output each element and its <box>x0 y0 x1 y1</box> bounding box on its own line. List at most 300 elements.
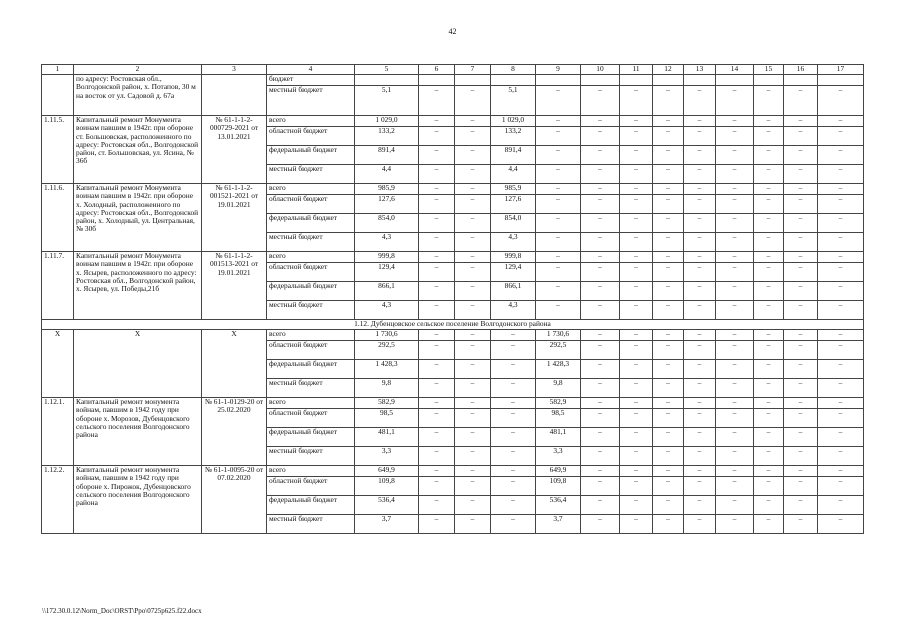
document-cell: № 61-1-0129-20 от 25.02.2020 <box>202 398 267 466</box>
budget-type-cell: областной бюджет <box>267 195 355 214</box>
dash-cell: – <box>818 515 864 534</box>
dash-cell: – <box>784 515 818 534</box>
value-cell: 9,8 <box>536 379 581 398</box>
dash-cell: – <box>684 195 716 214</box>
dash-cell: – <box>716 466 754 477</box>
dash-cell: – <box>419 515 455 534</box>
section-header-row <box>42 320 864 330</box>
item-number-cell <box>42 75 74 116</box>
dash-cell: – <box>818 428 864 447</box>
dash-cell: – <box>754 330 784 341</box>
dash-cell: – <box>455 127 491 146</box>
dash-cell: – <box>620 466 653 477</box>
table-cell <box>818 75 864 86</box>
budget-type-cell: местный бюджет <box>267 301 355 320</box>
dash-cell: – <box>653 466 684 477</box>
value-cell: 292,5 <box>355 341 419 360</box>
dash-cell: – <box>536 233 581 252</box>
dash-cell: – <box>716 341 754 360</box>
dash-cell: – <box>818 341 864 360</box>
dash-cell: – <box>754 477 784 496</box>
value-cell: 109,8 <box>536 477 581 496</box>
value-cell: 4,3 <box>491 233 536 252</box>
dash-cell: – <box>784 86 818 116</box>
dash-cell: – <box>620 184 653 195</box>
table-cell <box>620 75 653 86</box>
dash-cell: – <box>581 447 620 466</box>
dash-cell: – <box>818 146 864 165</box>
dash-cell: – <box>581 341 620 360</box>
dash-cell: – <box>716 214 754 233</box>
dash-cell: – <box>581 409 620 428</box>
budget-type-cell: федеральный бюджет <box>267 214 355 233</box>
dash-cell: – <box>754 409 784 428</box>
value-cell: 1 428,3 <box>536 360 581 379</box>
value-cell: 1 029,0 <box>491 116 536 127</box>
dash-cell: – <box>716 379 754 398</box>
budget-type-cell: федеральный бюджет <box>267 146 355 165</box>
dash-cell: – <box>536 127 581 146</box>
dash-cell: – <box>754 301 784 320</box>
dash-cell: – <box>581 282 620 301</box>
dash-cell: – <box>784 398 818 409</box>
item-number-cell: 1.11.7. <box>42 252 74 320</box>
dash-cell: – <box>716 86 754 116</box>
dash-cell: – <box>754 127 784 146</box>
dash-cell: – <box>716 233 754 252</box>
value-cell: 4,4 <box>491 165 536 184</box>
budget-type-cell: всего <box>267 252 355 263</box>
dash-cell: – <box>455 165 491 184</box>
dash-cell: – <box>653 379 684 398</box>
dash-cell: – <box>620 330 653 341</box>
dash-cell: – <box>716 184 754 195</box>
dash-cell: – <box>653 477 684 496</box>
dash-cell: – <box>754 86 784 116</box>
table-cell <box>536 75 581 86</box>
dash-cell: – <box>620 165 653 184</box>
item-number-cell: 1.12.1. <box>42 398 74 466</box>
table-row <box>42 330 864 341</box>
dash-cell: – <box>581 466 620 477</box>
dash-cell: – <box>581 360 620 379</box>
value-cell: 109,8 <box>355 477 419 496</box>
dash-cell: – <box>581 263 620 282</box>
dash-cell: – <box>620 86 653 116</box>
dash-cell: – <box>620 360 653 379</box>
budget-type-cell: всего <box>267 116 355 127</box>
dash-cell: – <box>455 515 491 534</box>
dash-cell: – <box>716 477 754 496</box>
table-body <box>42 65 864 534</box>
dash-cell: – <box>455 341 491 360</box>
budget-type-cell: федеральный бюджет <box>267 428 355 447</box>
document-cell: № 61-1-1-2-001513-2021 от 19.01.2021 <box>202 252 267 320</box>
dash-cell: – <box>754 496 784 515</box>
dash-cell: – <box>653 282 684 301</box>
table-cell <box>491 75 536 86</box>
dash-cell: – <box>419 301 455 320</box>
table-cell <box>684 75 716 86</box>
dash-cell: – <box>684 282 716 301</box>
dash-cell: – <box>581 379 620 398</box>
dash-cell: – <box>653 116 684 127</box>
dash-cell: – <box>784 447 818 466</box>
dash-cell: – <box>653 515 684 534</box>
value-cell: 582,9 <box>355 398 419 409</box>
object-name-cell: по адресу: Ростовская обл., Волгодонской район, х. Потапов, 30 м на восток от ул. Садовой д. 67а <box>74 75 202 116</box>
dash-cell: – <box>684 146 716 165</box>
dash-cell: – <box>419 146 455 165</box>
dash-cell: – <box>684 496 716 515</box>
dash-cell: – <box>491 428 536 447</box>
dash-cell: – <box>620 252 653 263</box>
value-cell: 1 029,0 <box>355 116 419 127</box>
dash-cell: – <box>754 252 784 263</box>
dash-cell: – <box>455 195 491 214</box>
dash-cell: – <box>455 466 491 477</box>
dash-cell: – <box>818 184 864 195</box>
dash-cell: – <box>716 398 754 409</box>
value-cell: 999,8 <box>355 252 419 263</box>
dash-cell: – <box>491 379 536 398</box>
dash-cell: – <box>784 184 818 195</box>
dash-cell: – <box>818 301 864 320</box>
dash-cell: – <box>536 282 581 301</box>
dash-cell: – <box>716 496 754 515</box>
value-cell: 985,9 <box>355 184 419 195</box>
budget-type-cell: местный бюджет <box>267 515 355 534</box>
dash-cell: – <box>455 360 491 379</box>
dash-cell: – <box>581 330 620 341</box>
table-row <box>42 398 864 409</box>
dash-cell: – <box>581 301 620 320</box>
value-cell: 536,4 <box>355 496 419 515</box>
dash-cell: – <box>455 409 491 428</box>
value-cell: 481,1 <box>536 428 581 447</box>
dash-cell: – <box>716 409 754 428</box>
dash-cell: – <box>653 428 684 447</box>
dash-cell: – <box>455 447 491 466</box>
dash-cell: – <box>620 214 653 233</box>
dash-cell: – <box>581 398 620 409</box>
object-name-cell: Капитальный ремонт монумента войнам, павшим в 1942 году при обороне х. Морозов, Дубенцовского сельского поселения Волгодонского района <box>74 398 202 466</box>
value-cell: 854,0 <box>355 214 419 233</box>
dash-cell: – <box>818 360 864 379</box>
dash-cell: – <box>419 466 455 477</box>
dash-cell: – <box>455 146 491 165</box>
dash-cell: – <box>455 477 491 496</box>
dash-cell: – <box>684 398 716 409</box>
budget-type-cell: местный бюджет <box>267 379 355 398</box>
dash-cell: – <box>419 496 455 515</box>
dash-cell: – <box>653 447 684 466</box>
dash-cell: – <box>784 341 818 360</box>
dash-cell: – <box>754 116 784 127</box>
dash-cell: – <box>491 515 536 534</box>
dash-cell: – <box>784 282 818 301</box>
dash-cell: – <box>754 165 784 184</box>
column-number: 8 <box>491 65 536 75</box>
dash-cell: – <box>716 360 754 379</box>
dash-cell: – <box>716 282 754 301</box>
dash-cell: – <box>716 252 754 263</box>
budget-type-cell: областной бюджет <box>267 127 355 146</box>
document-cell <box>202 75 267 116</box>
value-cell: 3,7 <box>355 515 419 534</box>
budget-type-cell: местный бюджет <box>267 233 355 252</box>
dash-cell: – <box>784 214 818 233</box>
dash-cell: – <box>684 360 716 379</box>
dash-cell: – <box>419 263 455 282</box>
dash-cell: – <box>716 165 754 184</box>
value-cell: 4,3 <box>355 301 419 320</box>
dash-cell: – <box>784 127 818 146</box>
dash-cell: – <box>684 86 716 116</box>
dash-cell: – <box>684 301 716 320</box>
dash-cell: – <box>818 127 864 146</box>
dash-cell: – <box>455 282 491 301</box>
table-cell <box>581 75 620 86</box>
value-cell: 3,3 <box>355 447 419 466</box>
dash-cell: – <box>684 428 716 447</box>
object-name-cell: Капитальный ремонт Монумента воинам павшим в 1942г. при обороне х. Ясырев, расположенного по адресу: Ростовская обл., Волгодонской район, х. Ясырев, ул. Победы,21б <box>74 252 202 320</box>
dash-cell: – <box>684 447 716 466</box>
value-cell: 133,2 <box>491 127 536 146</box>
dash-cell: – <box>620 282 653 301</box>
dash-cell: – <box>818 116 864 127</box>
budget-type-cell: всего <box>267 330 355 341</box>
dash-cell: – <box>653 360 684 379</box>
dash-cell: – <box>581 146 620 165</box>
value-cell: 481,1 <box>355 428 419 447</box>
value-cell: 1 730,6 <box>536 330 581 341</box>
dash-cell: – <box>491 409 536 428</box>
x-marker-cell: X <box>42 330 74 398</box>
dash-cell: – <box>581 214 620 233</box>
dash-cell: – <box>818 379 864 398</box>
object-name-cell: Капитальный ремонт Монумента воинам павшим в 1942г. при обороне ст. Большовская, расположенного по адресу: Ростовская обл., Волгодонской район, ст. Большовская, ул. Ясина, № 36б <box>74 116 202 184</box>
table-row <box>42 466 864 477</box>
value-cell: 5,1 <box>491 86 536 116</box>
dash-cell: – <box>653 252 684 263</box>
value-cell: 649,9 <box>355 466 419 477</box>
budget-type-cell: областной бюджет <box>267 409 355 428</box>
dash-cell: – <box>716 116 754 127</box>
budget-type-cell: федеральный бюджет <box>267 360 355 379</box>
dash-cell: – <box>581 252 620 263</box>
page-number: 42 <box>448 27 457 36</box>
dash-cell: – <box>536 301 581 320</box>
column-number: 2 <box>74 65 202 75</box>
dash-cell: – <box>491 330 536 341</box>
table-cell <box>716 75 754 86</box>
value-cell: 4,3 <box>491 301 536 320</box>
dash-cell: – <box>653 214 684 233</box>
dash-cell: – <box>684 409 716 428</box>
value-cell: 98,5 <box>355 409 419 428</box>
dash-cell: – <box>754 184 784 195</box>
column-number: 4 <box>267 65 355 75</box>
dash-cell: – <box>653 301 684 320</box>
dash-cell: – <box>491 341 536 360</box>
dash-cell: – <box>581 195 620 214</box>
dash-cell: – <box>684 214 716 233</box>
dash-cell: – <box>684 330 716 341</box>
dash-cell: – <box>716 330 754 341</box>
dash-cell: – <box>784 116 818 127</box>
dash-cell: – <box>419 398 455 409</box>
document-cell: № 61-1-1-2-000729-2021 от 13.01.2021 <box>202 116 267 184</box>
column-number: 7 <box>455 65 491 75</box>
x-marker-cell: X <box>202 330 267 398</box>
dash-cell: – <box>754 341 784 360</box>
column-number: 3 <box>202 65 267 75</box>
dash-cell: – <box>455 496 491 515</box>
dash-cell: – <box>620 195 653 214</box>
budget-type-cell: всего <box>267 466 355 477</box>
dash-cell: – <box>684 515 716 534</box>
dash-cell: – <box>754 360 784 379</box>
dash-cell: – <box>620 263 653 282</box>
column-number: 14 <box>716 65 754 75</box>
dash-cell: – <box>716 146 754 165</box>
budget-type-cell: местный бюджет <box>267 447 355 466</box>
value-cell: 999,8 <box>491 252 536 263</box>
dash-cell: – <box>455 116 491 127</box>
dash-cell: – <box>455 263 491 282</box>
dash-cell: – <box>620 496 653 515</box>
budget-type-cell: областной бюджет <box>267 477 355 496</box>
column-number: 17 <box>818 65 864 75</box>
x-marker-cell: X <box>74 330 202 398</box>
table-cell <box>754 75 784 86</box>
dash-cell: – <box>653 496 684 515</box>
dash-cell: – <box>784 428 818 447</box>
dash-cell: – <box>653 233 684 252</box>
value-cell: 854,0 <box>491 214 536 233</box>
dash-cell: – <box>455 301 491 320</box>
dash-cell: – <box>684 252 716 263</box>
dash-cell: – <box>536 195 581 214</box>
dash-cell: – <box>684 477 716 496</box>
value-cell: 133,2 <box>355 127 419 146</box>
dash-cell: – <box>818 86 864 116</box>
dash-cell: – <box>620 301 653 320</box>
dash-cell: – <box>784 195 818 214</box>
dash-cell: – <box>653 127 684 146</box>
dash-cell: – <box>818 466 864 477</box>
table-cell <box>784 75 818 86</box>
dash-cell: – <box>818 233 864 252</box>
dash-cell: – <box>653 165 684 184</box>
budget-type-cell: областной бюджет <box>267 263 355 282</box>
dash-cell: – <box>536 116 581 127</box>
dash-cell: – <box>620 398 653 409</box>
dash-cell: – <box>653 184 684 195</box>
dash-cell: – <box>620 146 653 165</box>
table-row <box>42 75 864 86</box>
dash-cell: – <box>784 330 818 341</box>
dash-cell: – <box>818 496 864 515</box>
value-cell: 127,6 <box>355 195 419 214</box>
dash-cell: – <box>784 146 818 165</box>
value-cell: 5,1 <box>355 86 419 116</box>
dash-cell: – <box>581 116 620 127</box>
table-cell <box>653 75 684 86</box>
item-number-cell: 1.12.2. <box>42 466 74 534</box>
dash-cell: – <box>581 86 620 116</box>
budget-table <box>41 64 864 534</box>
budget-type-cell: всего <box>267 398 355 409</box>
dash-cell: – <box>620 515 653 534</box>
dash-cell: – <box>536 214 581 233</box>
dash-cell: – <box>818 330 864 341</box>
budget-type-cell: федеральный бюджет <box>267 282 355 301</box>
dash-cell: – <box>754 379 784 398</box>
value-cell: 985,9 <box>491 184 536 195</box>
dash-cell: – <box>818 214 864 233</box>
dash-cell: – <box>536 252 581 263</box>
value-cell: 9,8 <box>355 379 419 398</box>
dash-cell: – <box>455 184 491 195</box>
dash-cell: – <box>684 379 716 398</box>
dash-cell: – <box>716 263 754 282</box>
dash-cell: – <box>684 165 716 184</box>
dash-cell: – <box>620 447 653 466</box>
dash-cell: – <box>581 184 620 195</box>
dash-cell: – <box>818 398 864 409</box>
column-number: 13 <box>684 65 716 75</box>
dash-cell: – <box>419 477 455 496</box>
dash-cell: – <box>684 341 716 360</box>
dash-cell: – <box>818 282 864 301</box>
dash-cell: – <box>653 330 684 341</box>
dash-cell: – <box>620 477 653 496</box>
dash-cell: – <box>653 409 684 428</box>
dash-cell: – <box>754 263 784 282</box>
dash-cell: – <box>684 466 716 477</box>
column-number: 5 <box>355 65 419 75</box>
value-cell: 649,9 <box>536 466 581 477</box>
table-row <box>42 184 864 195</box>
value-cell: 129,4 <box>355 263 419 282</box>
column-number: 12 <box>653 65 684 75</box>
value-cell: 292,5 <box>536 341 581 360</box>
dash-cell: – <box>684 116 716 127</box>
table-row <box>42 116 864 127</box>
dash-cell: – <box>455 214 491 233</box>
dash-cell: – <box>536 86 581 116</box>
dash-cell: – <box>754 195 784 214</box>
object-name-cell: Капитальный ремонт монумента войнам, павшим в 1942 году при обороне х. Пирожок, Дубенцовского сельского поселения Волгодонского района <box>74 466 202 534</box>
dash-cell: – <box>716 127 754 146</box>
value-cell: 536,4 <box>536 496 581 515</box>
dash-cell: – <box>620 233 653 252</box>
item-number-cell: 1.11.6. <box>42 184 74 252</box>
value-cell: 3,7 <box>536 515 581 534</box>
dash-cell: – <box>536 146 581 165</box>
dash-cell: – <box>653 86 684 116</box>
dash-cell: – <box>419 341 455 360</box>
dash-cell: – <box>620 341 653 360</box>
dash-cell: – <box>581 496 620 515</box>
dash-cell: – <box>818 477 864 496</box>
dash-cell: – <box>581 165 620 184</box>
column-number: 16 <box>784 65 818 75</box>
dash-cell: – <box>455 86 491 116</box>
dash-cell: – <box>419 86 455 116</box>
